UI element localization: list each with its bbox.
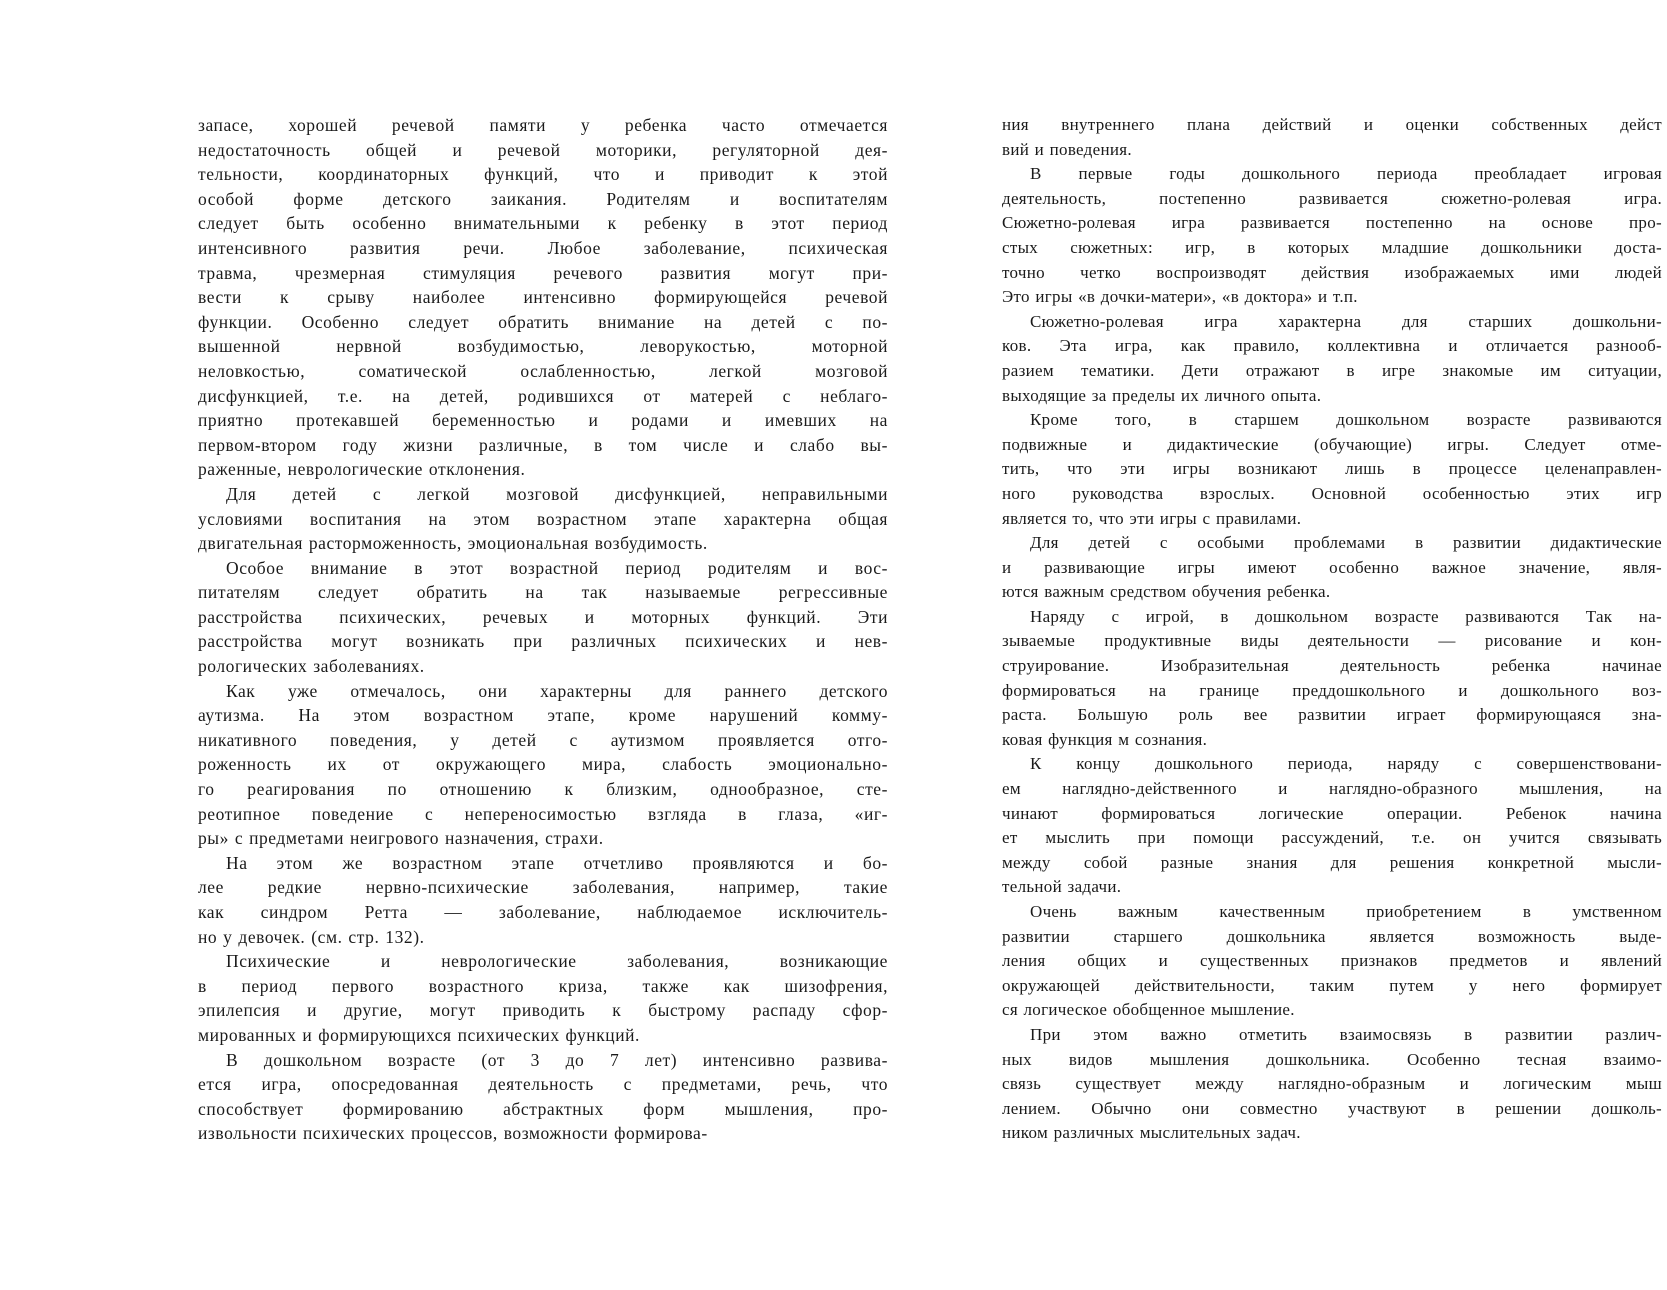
- text-line: ем наглядно-действенного и наглядно-образного мышления, на: [1002, 779, 1662, 799]
- paragraph: [1002, 1023, 1662, 1146]
- text-line: в период первого возрастного криза, также как шизофрения,: [198, 975, 888, 996]
- text-line: ником различных мыслительных задач.: [1002, 1123, 1301, 1143]
- text-line: между собой разные знания для решения конкретной мысли-: [1002, 852, 1662, 872]
- text-line: вышенной нервной возбудимостью, леворукостью, моторной: [198, 336, 888, 357]
- text-line: извольности психических процессов, возможности формирова-: [198, 1123, 708, 1144]
- text-line: раженные, неврологические отклонения.: [198, 459, 526, 480]
- paragraph: [198, 482, 888, 556]
- text-line: Наряду с игрой, в дошкольном возрасте развиваются Так на-: [1030, 606, 1662, 626]
- text-line: интенсивного развития речи. Любое заболевание, психическая: [198, 237, 888, 258]
- text-line: ся логическое обобщенное мышление.: [1002, 1000, 1295, 1020]
- text-line: струирование. Изобразительная деятельность ребенка начинае: [1002, 656, 1662, 676]
- text-line: При этом важно отметить взаимосвязь в развитии различ-: [1030, 1024, 1662, 1044]
- text-line: вий и поведения.: [1002, 139, 1132, 159]
- paragraph: [1002, 310, 1662, 408]
- text-line: особой форме детского заикания. Родителям и воспитателям: [198, 188, 888, 209]
- paragraph: [1002, 113, 1662, 162]
- text-line: В дошкольном возрасте (от 3 до 7 лет) интенсивно развива-: [226, 1049, 888, 1070]
- paragraph: [1002, 752, 1662, 900]
- text-line: Как уже отмечалось, они характерны для раннего детского: [226, 680, 888, 701]
- text-line: следует быть особенно внимательными к ребенку в этот период: [198, 213, 888, 234]
- text-line: расстройства психических, речевых и моторных функций. Эти: [198, 606, 888, 627]
- text-line: роженность их от окружающего мира, слабость эмоционально-: [198, 754, 888, 775]
- text-line: Психические и неврологические заболевания, возникающие: [226, 951, 888, 972]
- text-line: выходящие за пределы их личного опыта.: [1002, 385, 1322, 405]
- text-line: лее редкие нервно-психические заболевания, например, такие: [198, 877, 888, 898]
- text-line: как синдром Ретта — заболевание, наблюдаемое исключитель-: [198, 902, 888, 922]
- text-line: лением. Обычно они совместно участвуют в решении дошколь-: [1002, 1098, 1662, 1118]
- text-line: развитии старшего дошкольника является возможность выде-: [1002, 926, 1662, 946]
- text-line: раста. Большую роль вее развитии играет формирующаяся зна-: [1002, 705, 1662, 725]
- text-line: эпилепсия и другие, могут приводить к быстрому распаду сфор-: [198, 1000, 888, 1021]
- text-line: аутизма. На этом возрастном этапе, кроме нарушений комму-: [198, 705, 888, 726]
- text-line: питателям следует обратить на так называемые регрессивные: [198, 582, 888, 603]
- paragraph: [1002, 900, 1662, 1023]
- text-line: ры» с предметами неигрового назначения, страхи.: [198, 828, 604, 849]
- text-line: расстройства могут возникать при различных психических и нев-: [198, 631, 888, 652]
- text-line: К концу дошкольного периода, наряду с совершенствовани-: [1030, 754, 1662, 774]
- text-line: связь существует между наглядно-образным и логическим мыш: [1002, 1074, 1662, 1094]
- text-line: никативного поведения, у детей с аутизмом проявляется отго-: [198, 729, 888, 750]
- right-page-text: [1002, 113, 1662, 1146]
- text-line: Особое внимание в этот возрастной период родителям и вос-: [226, 557, 888, 578]
- text-line: разием тематики. Дети отражают в игре знакомые им ситуации,: [1002, 360, 1662, 380]
- text-line: тить, что эти игры возникают лишь в процессе целенаправлен-: [1002, 459, 1662, 479]
- text-line: ных видов мышления дошкольника. Особенно тесная взаимо-: [1002, 1049, 1662, 1069]
- text-line: На этом же возрастном этапе отчетливо проявляются и бо-: [226, 852, 888, 873]
- text-line: ет мыслить при помощи рассуждений, т.е. он учится связывать: [1002, 828, 1662, 848]
- paragraph: [198, 679, 888, 851]
- paragraph: [1002, 162, 1662, 310]
- text-line: приятно протекавшей беременностью и родами и имевших на: [198, 410, 888, 431]
- text-line: чинают формироваться логические операции. Ребенок начина: [1002, 803, 1662, 823]
- text-line: Для детей с легкой мозговой дисфункцией, неправильными: [226, 483, 888, 504]
- text-line: ного руководства взрослых. Основной особенностью этих игр: [1002, 483, 1662, 503]
- text-line: зываемые продуктивные виды деятельности — рисование и кон-: [1002, 631, 1662, 651]
- text-line: но у девочек. (см. стр. 132).: [198, 926, 425, 947]
- text-line: формироваться на границе преддошкольного и дошкольного воз-: [1002, 680, 1662, 700]
- text-line: и развивающие игры имеют особенно важное значение, явля-: [1002, 557, 1662, 577]
- text-line: травма, чрезмерная стимуляция речевого развития могут при-: [198, 262, 888, 283]
- text-line: Это игры «в дочки-матери», «в доктора» и т.п.: [1002, 287, 1358, 307]
- text-line: является то, что эти игры с правилами.: [1002, 508, 1302, 528]
- paragraph: [198, 113, 888, 482]
- text-line: запасе, хорошей речевой памяти у ребенка часто отмечается: [198, 115, 888, 135]
- text-line: функции. Особенно следует обратить внимание на детей с по-: [198, 311, 888, 332]
- text-line: ния внутреннего плана действий и оценки собственных дейст: [1002, 115, 1662, 134]
- paragraph: [1002, 408, 1662, 531]
- left-page-text: [198, 113, 888, 1146]
- text-line: ются важным средством обучения ребенка.: [1002, 582, 1331, 602]
- text-line: ления общих и существенных признаков предметов и явлений: [1002, 951, 1662, 971]
- text-line: точно четко воспроизводят действия изображаемых ими людей: [1002, 262, 1662, 282]
- text-line: го реагирования по отношению к близким, однообразное, сте-: [198, 779, 888, 800]
- paragraph: [198, 556, 888, 679]
- text-line: Кроме того, в старшем дошкольном возрасте развиваются: [1030, 410, 1662, 430]
- paragraph: [198, 1048, 888, 1146]
- paragraph: [198, 851, 888, 949]
- text-line: условиями воспитания на этом возрастном этапе характерна общая: [198, 508, 888, 529]
- paragraph: [1002, 605, 1662, 753]
- text-line: реотипное поведение с непереносимостью взгляда в глаза, «иг-: [198, 803, 888, 824]
- text-line: тельности, координаторных функций, что и приводит к этой: [198, 164, 888, 185]
- paragraph: [1002, 531, 1662, 605]
- text-line: ков. Эта игра, как правило, коллективна и отличается разнооб-: [1002, 336, 1662, 356]
- text-line: дисфункцией, т.е. на детей, родившихся от матерей с неблаго-: [198, 385, 888, 406]
- text-line: двигательная расторможенность, эмоциональная возбудимость.: [198, 533, 708, 554]
- text-line: недостаточность общей и речевой моторики, регуляторной дея-: [198, 139, 888, 160]
- text-line: окружающей действительности, таким путем у него формирует: [1002, 975, 1662, 995]
- text-line: Сюжетно-ролевая игра характерна для старших дошкольни-: [1030, 311, 1662, 331]
- text-line: В первые годы дошкольного периода преобладает игровая: [1030, 164, 1662, 184]
- text-line: первом-втором году жизни различные, в том числе и слабо вы-: [198, 434, 888, 455]
- text-line: рологических заболеваниях.: [198, 656, 425, 677]
- paragraph: [198, 949, 888, 1047]
- text-line: подвижные и дидактические (обучающие) игры. Следует отме-: [1002, 434, 1662, 454]
- text-line: тельной задачи.: [1002, 877, 1122, 897]
- text-line: ется игра, опосредованная деятельность с предметами, речь, что: [198, 1074, 888, 1095]
- text-line: мированных и формирующихся психических функций.: [198, 1024, 640, 1045]
- text-line: Очень важным качественным приобретением в умственном: [1030, 902, 1662, 921]
- text-line: ковая функция м сознания.: [1002, 729, 1208, 749]
- text-line: деятельность, постепенно развивается сюжетно-ролевая игра.: [1002, 188, 1662, 208]
- text-line: способствует формированию абстрактных форм мышления, про-: [198, 1098, 888, 1119]
- text-line: вести к срыву наиболее интенсивно формирующейся речевой: [198, 287, 888, 308]
- text-line: Для детей с особыми проблемами в развитии дидактические: [1030, 533, 1662, 553]
- text-line: Сюжетно-ролевая игра развивается постепенно на основе про-: [1002, 213, 1662, 233]
- text-line: неловкостью, соматической ослабленностью, легкой мозговой: [198, 360, 888, 381]
- text-line: стых сюжетных: игр, в которых младшие дошкольники доста-: [1002, 237, 1662, 257]
